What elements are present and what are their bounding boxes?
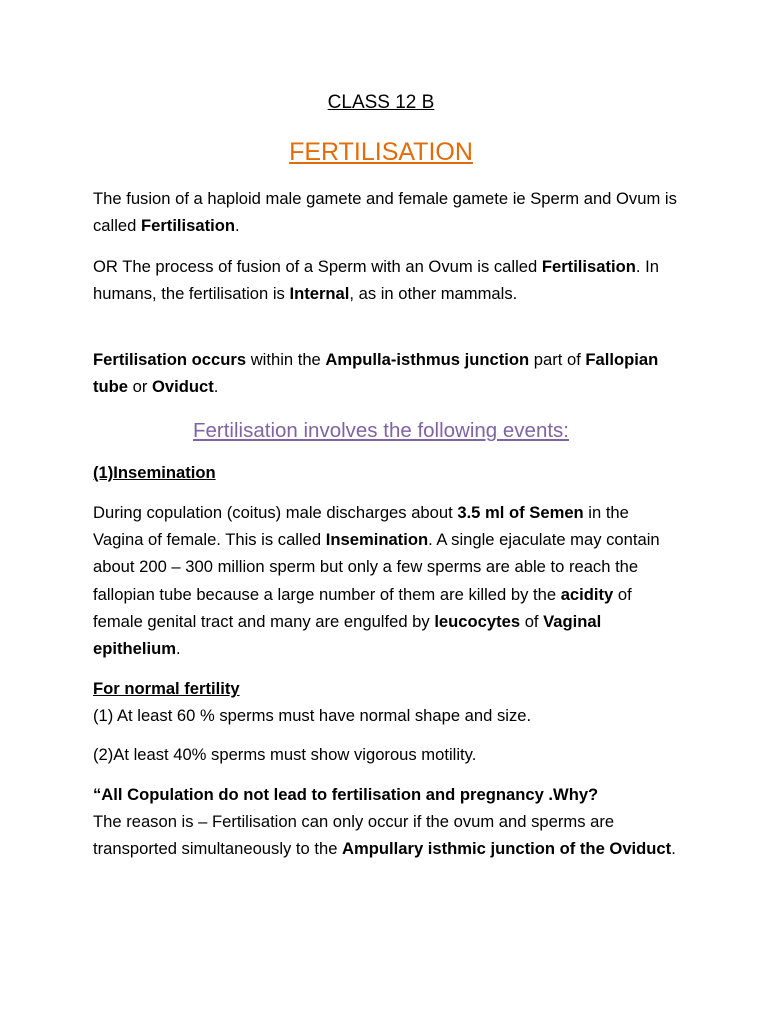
intro-p2-bold-fertilisation: Fertilisation [541, 257, 636, 276]
intro-p2-text-c: . In humans, the fertilisation is [93, 257, 659, 304]
intro-p3-bold-oviduct: Oviduct [152, 377, 214, 397]
ins-bold-semen: 3.5 ml of Semen [457, 503, 584, 522]
ins-bold-acidity: acidity [560, 584, 614, 604]
answer-bold-junction: Ampullary isthmic junction of the Oviduct [342, 839, 672, 859]
answer-text-c: . [671, 839, 676, 859]
intro-p1-bold-fertilisation: Fertilisation [140, 216, 236, 236]
intro-paragraph-2 [93, 253, 683, 307]
answer-text-a: The reason is – Fertilisation can only occur if the ovum and sperms are transported simultaneously to the [93, 812, 615, 859]
intro-paragraph-1 [93, 185, 683, 239]
ins-text-c: in the Vagina of female. This is called [93, 503, 629, 550]
intro-p1-text-c: . [235, 216, 240, 236]
intro-p3-text-h: . [213, 377, 219, 397]
ins-text-a: During copulation (coitus) male discharges about [93, 503, 458, 522]
intro-p2-bold-internal: Internal [289, 284, 350, 304]
intro-p3-text-f: or [128, 377, 153, 397]
events-heading: Fertilisation involves the following events: [192, 419, 570, 442]
question-bold: “All Copulation do not lead to fertilisation and pregnancy .Why? [93, 785, 599, 804]
fertility-heading: For normal fertility [93, 679, 240, 698]
intro-paragraph-3 [93, 346, 683, 400]
class-label: CLASS 12 B [327, 92, 435, 113]
insemination-heading: (1)Insemination [93, 463, 216, 482]
intro-p2-text-a: OR The process of fusion of a Sperm with an Ovum is called [93, 257, 542, 276]
insemination-paragraph [93, 499, 683, 662]
intro-p3-text-b: within the [246, 350, 326, 369]
ins-bold-leucocytes: leucocytes [434, 611, 521, 631]
question-paragraph [93, 781, 683, 863]
intro-p3-bold-occurs: Fertilisation occurs [93, 350, 247, 369]
ins-text-i: of [520, 611, 544, 631]
ins-text-k: . [175, 639, 181, 659]
intro-p3-bold-fallopian: Fallopian tube [93, 350, 659, 397]
fertility-item-2: (2)At least 40% sperms must show vigorous motility. [93, 745, 477, 764]
page-title: FERTILISATION [289, 138, 473, 166]
intro-p3-text-d: part of [529, 350, 586, 369]
intro-p1-text-a: The fusion of a haploid male gamete and female gamete ie Sperm and Ovum is called [93, 189, 677, 236]
intro-p3-bold-ampulla: Ampulla-isthmus junction [325, 350, 530, 369]
fertility-item-1: (1) At least 60 % sperms must have normal shape and size. [93, 706, 532, 725]
ins-bold-insemination: Insemination [325, 530, 429, 550]
ins-text-e: . A single ejaculate may contain about 200 – 300 million sperm but only a few sperms are able to reach the fallopian tube because a large number of them are killed by the [93, 530, 660, 604]
ins-bold-vaginal-epithelium: Vaginal epithelium [93, 611, 602, 659]
intro-p2-text-e: , as in other mammals. [349, 284, 518, 304]
ins-text-g: of female genital tract and many are engulfed by [93, 584, 632, 631]
